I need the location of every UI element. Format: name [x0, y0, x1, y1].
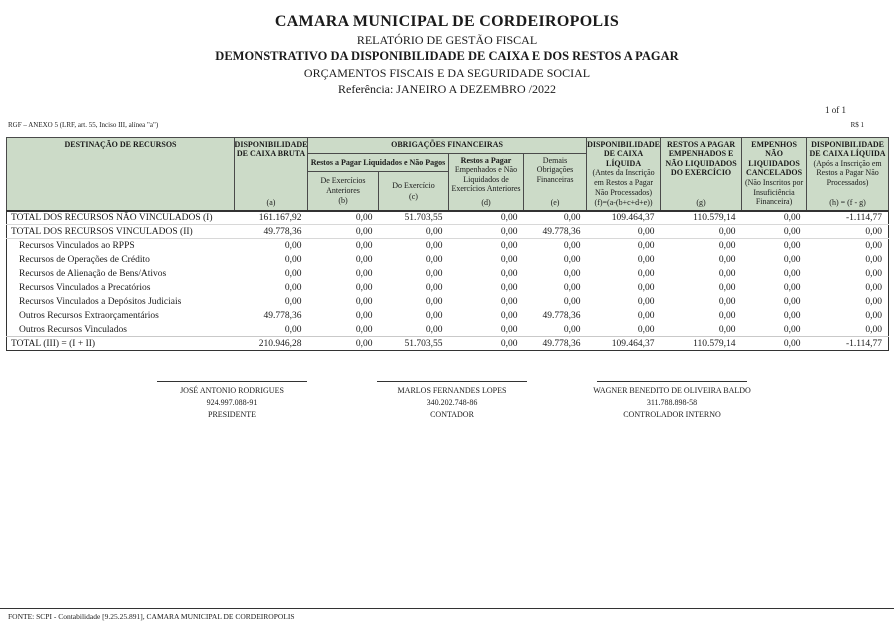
- table-row: [7, 323, 889, 337]
- col-header-net-cash-before: DISPONIBILIDADE DE CAIXA LÍQUIDA (Antes da Inscrição em Restos a Pagar Não Processados) (f)=(a-(b+c+d+e)): [587, 137, 661, 211]
- cell-a: 161.167,92: [235, 211, 308, 225]
- col-code-g: (g): [696, 198, 706, 208]
- cell-h: 0,00: [865, 296, 883, 307]
- signer-role: CONTADOR: [430, 410, 474, 420]
- table-row: [7, 225, 889, 239]
- signer-id: 340.202.748-86: [426, 398, 478, 408]
- cell-d: 0,00: [500, 241, 518, 252]
- table-row: [7, 211, 889, 225]
- cell-e: 0,00: [563, 296, 581, 307]
- report-name: DEMONSTRATIVO DA DISPONIBILIDADE DE CAIXA E DOS RESTOS A PAGAR: [215, 49, 679, 63]
- row-label: TOTAL DOS RECURSOS NÃO VINCULADOS (I): [7, 211, 235, 225]
- cell-b: 0,00: [355, 268, 373, 279]
- cell-d: 0,00: [500, 254, 518, 265]
- cell-b: 0,00: [355, 324, 373, 335]
- cell-c: 0,00: [425, 254, 443, 265]
- cell-cancelled: 0,00: [742, 211, 807, 225]
- signature-internal-controller: [572, 381, 772, 421]
- cell-d: 0,00: [449, 211, 524, 225]
- cell-d: 0,00: [500, 296, 518, 307]
- row-label: TOTAL (III) = (I + II): [7, 337, 235, 351]
- cell-c: 0,00: [425, 241, 443, 252]
- col-header-prior-years: De Exercícios Anteriores (b): [308, 172, 379, 211]
- row-label: Outros Recursos Extraorçamentários: [19, 310, 159, 321]
- table-row: [7, 295, 889, 309]
- row-label: Recursos Vinculados ao RPPS: [19, 241, 135, 252]
- cell-b: 0,00: [355, 296, 373, 307]
- signer-role: CONTROLADOR INTERNO: [623, 410, 721, 420]
- table-row: [7, 281, 889, 295]
- report-type: RELATÓRIO DE GESTÃO FISCAL: [356, 33, 538, 47]
- signer-name: JOSÉ ANTONIO RODRIGUES: [180, 386, 284, 396]
- cell-e: 0,00: [563, 254, 581, 265]
- cell-c: 0,00: [379, 225, 449, 239]
- cell-g: 0,00: [718, 324, 736, 335]
- cell-f: 0,00: [637, 296, 655, 307]
- cell-h: 0,00: [807, 225, 889, 239]
- cell-a: 0,00: [284, 296, 302, 307]
- signature-line: [157, 381, 307, 382]
- table-row-total: [7, 337, 889, 351]
- col-code-c: (c): [409, 191, 418, 201]
- cell-f: 0,00: [637, 282, 655, 293]
- cell-f: 0,00: [637, 324, 655, 335]
- col-code-f: (f)=(a-(b+c+d+e)): [594, 198, 653, 208]
- cell-a: 210.946,28: [235, 337, 308, 351]
- cell-a: 49.778,36: [263, 310, 302, 321]
- col-header-other-obligations: Demais Obrigações Financeiras (e): [524, 153, 587, 211]
- col-header-net-cash-after: DISPONIBILIDADE DE CAIXA LÍQUIDA (Após a Inscrição em Restos a Pagar Não Processados) (h) = (f - g): [807, 137, 889, 211]
- cell-h: 0,00: [865, 324, 883, 335]
- cell-f: 0,00: [587, 225, 661, 239]
- row-label: Recursos de Operações de Crédito: [19, 254, 150, 265]
- cell-d: 0,00: [500, 282, 518, 293]
- row-label: Outros Recursos Vinculados: [19, 324, 127, 335]
- row-label: Recursos de Alienação de Bens/Ativos: [19, 268, 167, 279]
- row-label: Recursos Vinculados a Precatórios: [19, 282, 151, 293]
- col-code-a: (a): [266, 198, 276, 208]
- cash-availability-table: [6, 137, 889, 352]
- entity-title: CAMARA MUNICIPAL DE CORDEIROPOLIS: [274, 13, 620, 30]
- cell-cancelled: 0,00: [783, 268, 801, 279]
- col-header-rp-prior-years: Restos a Pagar Empenhados e Não Liquidados de Exercícios Anteriores (d): [449, 153, 524, 211]
- cell-c: 51.703,55: [379, 337, 449, 351]
- cell-g: 110.579,14: [661, 337, 742, 351]
- signer-id: 311.788.898-58: [646, 398, 698, 408]
- col-code-b: (b): [338, 196, 348, 206]
- table-row: [7, 267, 889, 281]
- signatures-section: [132, 381, 772, 421]
- cell-e: 0,00: [563, 268, 581, 279]
- cell-a: 0,00: [284, 241, 302, 252]
- signer-role: PRESIDENTE: [208, 410, 256, 420]
- col-code-d: (d): [481, 198, 491, 208]
- annex-note: RGF – ANEXO 5 (LRF, art. 55, Inciso III, alínea "a"): [8, 120, 159, 129]
- cell-c: 0,00: [425, 296, 443, 307]
- row-label: TOTAL DOS RECURSOS VINCULADOS (II): [7, 225, 235, 239]
- cell-f: 0,00: [637, 268, 655, 279]
- row-label: Recursos Vinculados a Depósitos Judiciais: [19, 296, 182, 307]
- cell-cancelled: 0,00: [783, 310, 801, 321]
- source-footer: FONTE: SCPI - Contabilidade [9.25.25.891], CAMARA MUNICIPAL DE CORDEIROPOLIS: [0, 608, 894, 621]
- signature-president: [132, 381, 332, 421]
- table-row: [7, 239, 889, 253]
- cell-d: 0,00: [449, 225, 524, 239]
- cell-cancelled: 0,00: [783, 241, 801, 252]
- cell-cancelled: 0,00: [783, 282, 801, 293]
- cell-e: 0,00: [524, 211, 587, 225]
- cell-cancelled: 0,00: [742, 337, 807, 351]
- col-header-destination: DESTINAÇÃO DE RECURSOS: [7, 137, 235, 211]
- report-title-block: [0, 12, 894, 97]
- cell-e: 0,00: [563, 282, 581, 293]
- cell-e: 49.778,36: [524, 225, 587, 239]
- col-header-cancelled-commitments: EMPENHOS NÃO LIQUIDADOS CANCELADOS (Não Inscritos por Insuficiência Financeira): [742, 137, 807, 211]
- cell-e: 0,00: [563, 241, 581, 252]
- cell-h: 0,00: [865, 241, 883, 252]
- cell-d: 0,00: [500, 324, 518, 335]
- col-code-e: (e): [550, 198, 560, 208]
- cell-c: 0,00: [425, 282, 443, 293]
- cell-b: 0,00: [308, 225, 379, 239]
- cell-f: 109.464,37: [587, 337, 661, 351]
- cell-b: 0,00: [308, 337, 379, 351]
- cell-g: 0,00: [718, 254, 736, 265]
- cell-g: 0,00: [718, 241, 736, 252]
- cell-g: 0,00: [718, 268, 736, 279]
- signer-id: 924.997.088-91: [206, 398, 258, 408]
- cell-a: 0,00: [284, 268, 302, 279]
- cell-d: 0,00: [449, 337, 524, 351]
- signer-name: WAGNER BENEDITO DE OLIVEIRA BALDO: [593, 386, 751, 396]
- col-header-current-year: Do Exercício (c): [379, 172, 449, 211]
- col-header-rp-committed-not-liquidated: RESTOS A PAGAR EMPENHADOS E NÃO LIQUIDADOS DO EXERCÍCIO (g): [661, 137, 742, 211]
- cell-f: 109.464,37: [587, 211, 661, 225]
- signer-name: MARLOS FERNANDES LOPES: [397, 386, 507, 396]
- cell-h: 0,00: [865, 254, 883, 265]
- cell-h: 0,00: [865, 282, 883, 293]
- cell-g: 110.579,14: [661, 211, 742, 225]
- col-code-h: (h) = (f - g): [829, 198, 866, 208]
- budget-scope: ORÇAMENTOS FISCAIS E DA SEGURIDADE SOCIAL: [303, 65, 591, 80]
- cell-e: 0,00: [563, 324, 581, 335]
- signature-line: [597, 381, 747, 382]
- cell-e: 49.778,36: [542, 310, 581, 321]
- signature-accountant: [352, 381, 552, 421]
- cell-h: -1.114,77: [807, 337, 889, 351]
- cell-g: 0,00: [718, 282, 736, 293]
- signature-line: [377, 381, 527, 382]
- cell-g: 0,00: [661, 225, 742, 239]
- cell-f: 0,00: [637, 254, 655, 265]
- cell-c: 51.703,55: [379, 211, 449, 225]
- cell-a: 0,00: [284, 324, 302, 335]
- currency-note: R$ 1: [850, 120, 864, 129]
- cell-b: 0,00: [355, 241, 373, 252]
- cell-a: 0,00: [284, 254, 302, 265]
- table-row: [7, 253, 889, 267]
- cell-c: 0,00: [425, 310, 443, 321]
- col-header-gross-cash: DISPONIBILIDADE DE CAIXA BRUTA (a): [235, 137, 308, 211]
- cell-cancelled: 0,00: [783, 324, 801, 335]
- table-row: [7, 309, 889, 323]
- table-header: [7, 137, 889, 211]
- cell-d: 0,00: [500, 268, 518, 279]
- cell-a: 0,00: [284, 282, 302, 293]
- cell-c: 0,00: [425, 268, 443, 279]
- cell-g: 0,00: [718, 296, 736, 307]
- cell-b: 0,00: [355, 310, 373, 321]
- col-group-financial-obligations: OBRIGAÇÕES FINANCEIRAS: [308, 137, 587, 153]
- cell-cancelled: 0,00: [783, 296, 801, 307]
- meta-row: [8, 121, 864, 129]
- cell-c: 0,00: [425, 324, 443, 335]
- cell-f: 0,00: [637, 241, 655, 252]
- cell-b: 0,00: [355, 282, 373, 293]
- cell-h: 0,00: [865, 268, 883, 279]
- cell-b: 0,00: [355, 254, 373, 265]
- cell-h: 0,00: [865, 310, 883, 321]
- reference-period: Referência: JANEIRO A DEZEMBRO /2022: [338, 81, 556, 96]
- cell-e: 49.778,36: [524, 337, 587, 351]
- cell-f: 0,00: [637, 310, 655, 321]
- cell-g: 0,00: [718, 310, 736, 321]
- table-body: [7, 211, 889, 351]
- cell-d: 0,00: [500, 310, 518, 321]
- col-group-rp-liquidated-unpaid: Restos a Pagar Liquidados e Não Pagos: [308, 153, 449, 172]
- cell-b: 0,00: [308, 211, 379, 225]
- cell-h: -1.114,77: [807, 211, 889, 225]
- cell-a: 49.778,36: [235, 225, 308, 239]
- cell-cancelled: 0,00: [742, 225, 807, 239]
- page-number: 1 of 1: [825, 104, 846, 115]
- cell-cancelled: 0,00: [783, 254, 801, 265]
